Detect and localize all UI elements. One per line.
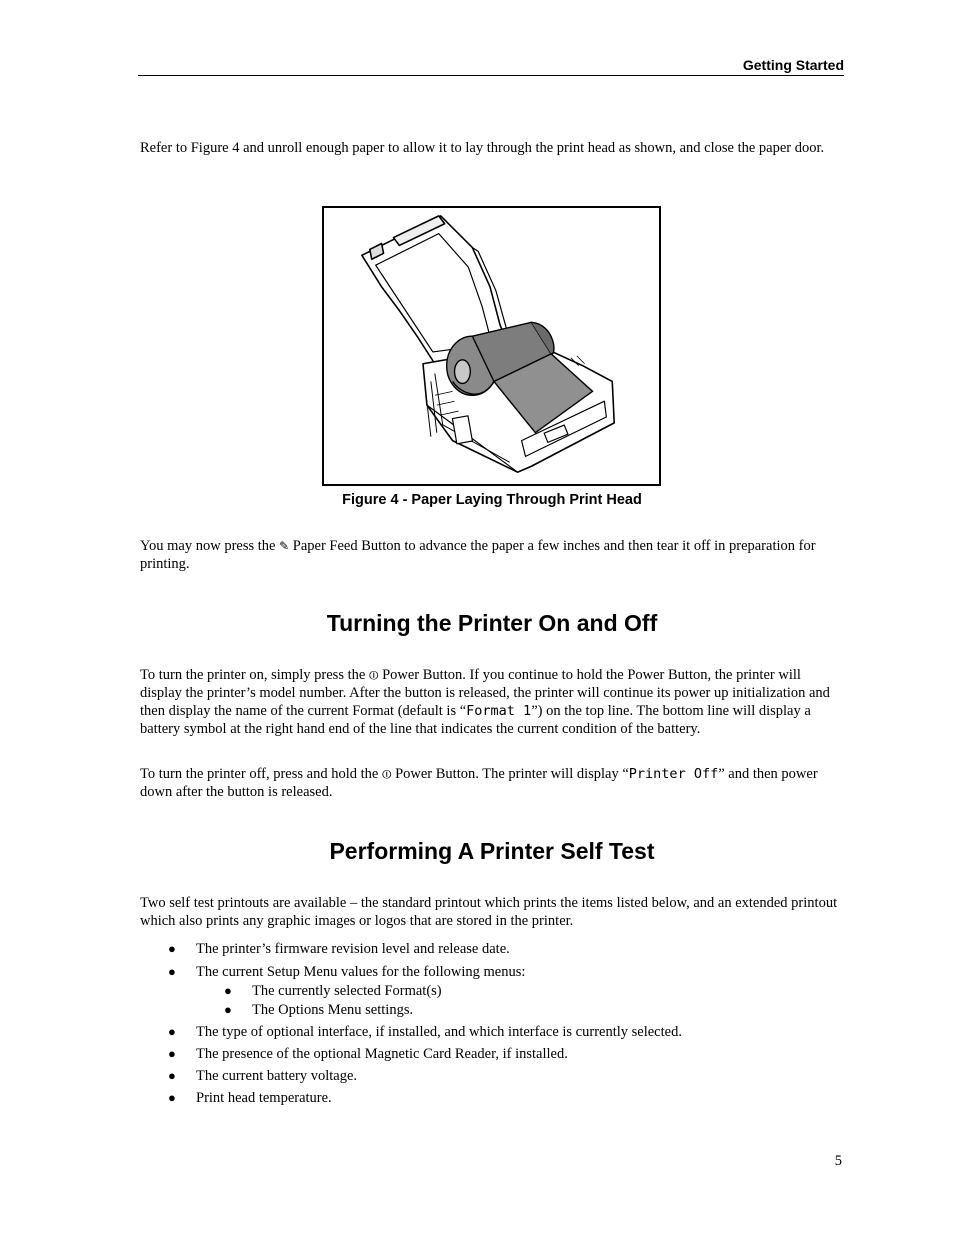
code-printer-off: Printer Off: [628, 766, 719, 782]
power-icon: ⏼: [368, 668, 379, 682]
section-heading-self-test: Performing A Printer Self Test: [329, 838, 655, 864]
list-item: [140, 940, 844, 958]
power-icon: ⏼: [381, 767, 392, 781]
intro-paragraph: Refer to Figure 4 and unroll enough paper to allow it to lay through the print head as shown, and close the paper door.: [140, 140, 825, 156]
text-fragment: Power Button. The printer will display “: [391, 766, 629, 782]
list-item-text: The type of optional interface, if installed, and which interface is currently selected.: [196, 1024, 682, 1040]
text-fragment: Power Button. If you continue to hold the Power Button, the printer will display the printer’s model number. After the button is released, the printer will continue its power up initialization and then display the name of the current Format (default is “: [140, 667, 830, 719]
bullet-icon: ●: [224, 983, 232, 998]
bullet-icon: ●: [168, 964, 176, 979]
bullet-icon: ●: [168, 1068, 176, 1083]
text-fragment: To turn the printer off, press and hold the: [140, 766, 382, 782]
paper-feed-paragraph: [140, 537, 844, 573]
sub-list-item: [140, 982, 844, 1000]
bullet-icon: ●: [168, 941, 176, 956]
power-off-paragraph: [140, 765, 844, 801]
list-item-text: The current battery voltage.: [196, 1068, 358, 1084]
list-item-text: The printer’s firmware revision level and release date.: [196, 941, 510, 957]
self-test-list: [140, 940, 844, 1107]
list-item: [140, 1067, 844, 1085]
list-item-text: The Options Menu settings.: [252, 1002, 414, 1018]
list-item-text: The presence of the optional Magnetic Card Reader, if installed.: [196, 1046, 568, 1062]
list-item-text: The current Setup Menu values for the following menus:: [196, 964, 526, 980]
list-item-text: The currently selected Format(s): [252, 983, 442, 999]
sub-list-item: [140, 1001, 844, 1019]
bullet-icon: ●: [168, 1046, 176, 1061]
running-header: [138, 56, 844, 76]
paper-feed-icon: ✎: [279, 539, 290, 553]
figure-caption: Figure 4 - Paper Laying Through Print Head: [342, 492, 642, 508]
self-test-intro: Two self test printouts are available – the standard printout which prints the items listed below, and an extended printout which also prints any graphic images or logos that are stored in the printer.: [140, 895, 838, 929]
section-title: Getting Started: [742, 57, 844, 73]
bullet-icon: ●: [168, 1024, 176, 1039]
printer-illustration: [324, 208, 659, 484]
list-item-text: Print head temperature.: [196, 1090, 332, 1106]
power-on-paragraph: [140, 666, 844, 738]
figure-4-printer-illustration: [322, 206, 661, 486]
bullet-icon: ●: [168, 1090, 176, 1105]
list-item: [140, 1089, 844, 1107]
text-fragment: ”) on the top line. The bottom line will display a battery symbol at the right hand end of the line that indicates the current condition of the battery.: [140, 703, 811, 737]
list-item: [140, 1045, 844, 1063]
text-fragment: Paper Feed Button to advance the paper a few inches and then tear it off in preparation for printing.: [140, 538, 816, 572]
code-format-1: Format 1: [466, 703, 532, 719]
section-heading-power: Turning the Printer On and Off: [326, 610, 658, 636]
page-number: 5: [834, 1153, 842, 1169]
list-item: [140, 963, 844, 981]
text-fragment: You may now press the: [140, 538, 280, 554]
text-fragment: ” and then power down after the button is released.: [140, 766, 818, 800]
bullet-icon: ●: [224, 1002, 232, 1017]
list-item: [140, 1023, 844, 1041]
text-fragment: To turn the printer on, simply press the: [140, 667, 369, 683]
